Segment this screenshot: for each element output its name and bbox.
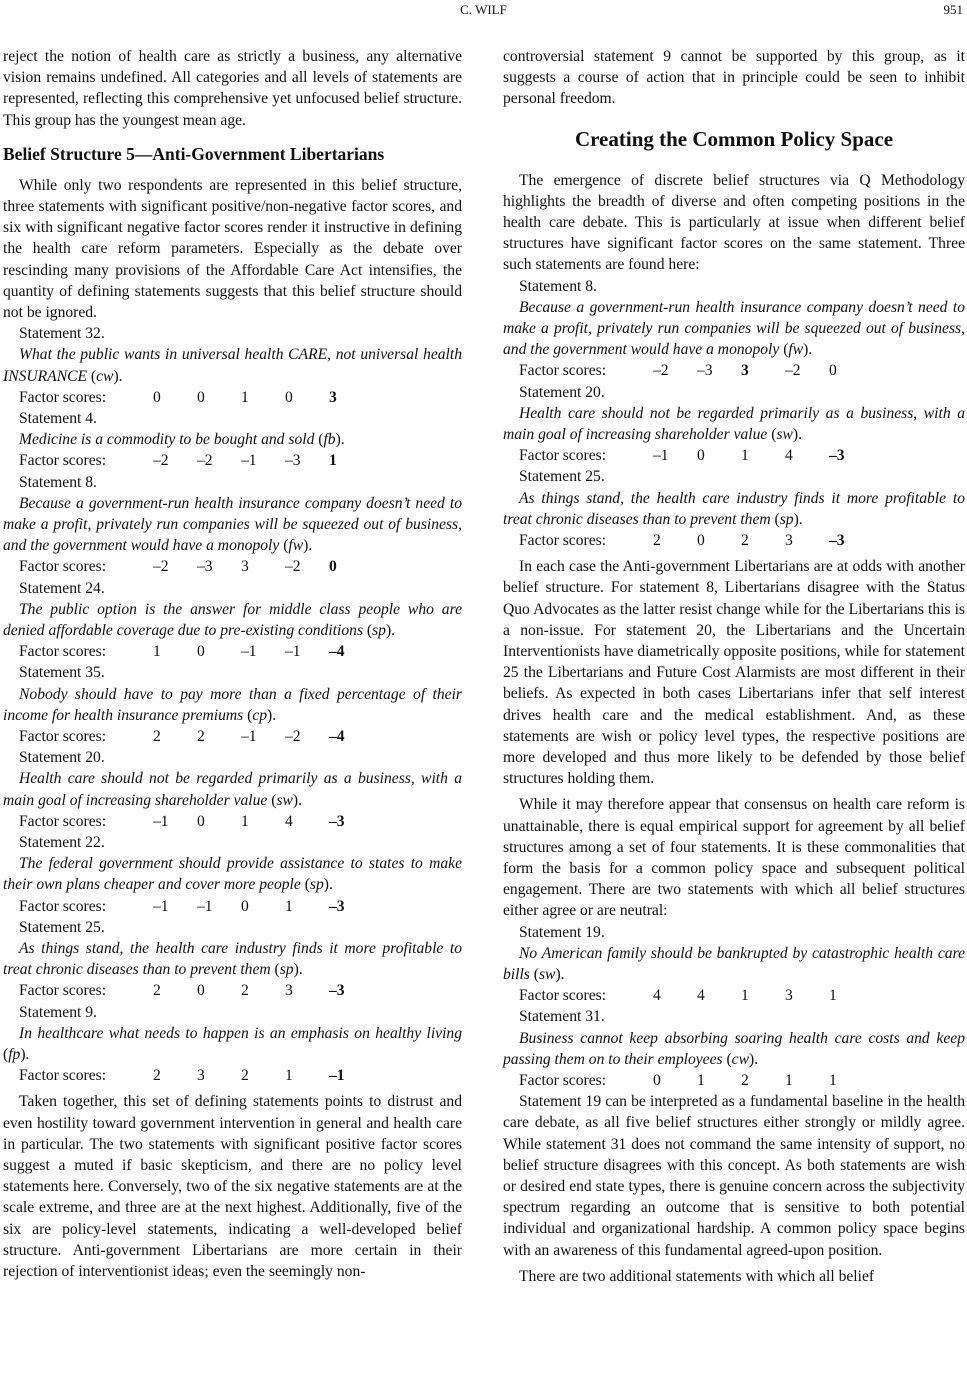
factor-scores-row xyxy=(503,530,965,551)
statement-text: As things stand, the health care industry finds it more profitable to treat chronic diseases than to prevent them (sp). xyxy=(3,940,462,979)
factor-score: 3 xyxy=(285,982,293,1000)
factor-score: 0 xyxy=(197,388,205,406)
factor-score: –3 xyxy=(829,447,845,465)
statement-label: Statement 8. xyxy=(19,473,97,491)
right-column xyxy=(503,46,965,1287)
statement-text: Medicine is a commodity to be bought and sold (fb). xyxy=(19,431,345,449)
factor-score: –3 xyxy=(329,897,345,915)
statement-text: Health care should not be regarded primarily as a business, with a main goal of increasing shareholder value (sw). xyxy=(3,770,462,809)
factor-score: –1 xyxy=(153,897,169,915)
factor-score: –2 xyxy=(653,362,669,380)
intro-paragraph: reject the notion of health care as strictly a business, any alternative vision remains undefined. All categories and all levels of statements are represented, reflecting this comprehensive yet unfocused belief structure. This group has the youngest mean age. xyxy=(3,48,462,129)
factor-score: 2 xyxy=(197,728,205,746)
factor-scores-label: Factor scores: xyxy=(19,897,107,915)
factor-score: 2 xyxy=(153,982,161,1000)
statement-label: Statement 4. xyxy=(19,410,97,428)
statement-text: Business cannot keep absorbing soaring health care costs and keep passing them on to their employees (cw). xyxy=(503,1029,965,1068)
factor-score: –1 xyxy=(241,643,257,661)
statement-label: Statement 19. xyxy=(519,923,605,941)
statement-text: Health care should not be regarded primarily as a business, with a main goal of increasing shareholder value (sw). xyxy=(503,404,965,444)
factor-score: 3 xyxy=(785,987,793,1005)
left-column xyxy=(3,46,462,1282)
statement-label: Statement 32. xyxy=(19,325,105,343)
factor-scores-row xyxy=(3,811,462,832)
factor-scores-row xyxy=(3,556,462,577)
factor-scores-row xyxy=(503,360,965,381)
statement-code: cp xyxy=(252,706,268,724)
factor-scores-label: Factor scores: xyxy=(19,643,107,661)
factor-score: 2 xyxy=(241,1067,249,1085)
factor-score: 0 xyxy=(697,447,705,465)
factor-score: –2 xyxy=(153,558,169,576)
factor-score: 4 xyxy=(697,987,705,1005)
page-number: 951 xyxy=(943,2,963,17)
factor-score: 1 xyxy=(741,447,749,465)
factor-score: 4 xyxy=(285,812,293,830)
statement-quote: What the public wants in universal health CARE, not universal health INSURANCE xyxy=(3,346,462,385)
factor-score: –3 xyxy=(329,982,345,1000)
statement-quote: Nobody should have to pay more than a fixed percentage of their income for health insurance premiums xyxy=(3,685,462,724)
factor-score: 1 xyxy=(829,987,837,1005)
statement-quote: Because a government-run health insurance company doesn’t need to make a profit, privately run companies will be squeezed out of business, and the government would have a monopoly xyxy=(503,298,965,359)
factor-scores-row xyxy=(3,1065,462,1086)
statement-label: Statement 31. xyxy=(519,1008,605,1026)
factor-scores-row xyxy=(503,445,965,466)
factor-scores-row xyxy=(503,985,965,1006)
factor-score: 0 xyxy=(241,897,249,915)
factor-score: 2 xyxy=(153,1067,161,1085)
statement-label: Statement 8. xyxy=(519,277,597,295)
factor-scores-row xyxy=(3,450,462,471)
statement-label: Statement 20. xyxy=(519,383,605,401)
statement-text: The public option is the answer for middle class people who are denied affordable coverage due to pre-existing conditions (sp). xyxy=(3,600,462,640)
factor-score: 4 xyxy=(785,447,793,465)
factor-scores-row xyxy=(3,726,462,747)
factor-scores-row xyxy=(3,980,462,1001)
factor-score: –2 xyxy=(785,362,801,380)
factor-score: –1 xyxy=(285,643,301,661)
statement-code: sw xyxy=(276,791,293,809)
statement-text: Because a government-run health insurance company doesn’t need to make a profit, privately run companies will be squeezed out of business, and the government would have a monopoly (fw). xyxy=(503,298,965,359)
factor-scores-row xyxy=(3,387,462,408)
factor-scores-label: Factor scores: xyxy=(19,1067,107,1085)
belief-structure-5-paragraph: While only two respondents are represented in this belief structure, three statements with significant positive/non-negative factor scores, and six with significant negative factor scores render it instructive in defining the health care reform parameters. Especially as the debate over rescinding many provisions of the Affordable Care Act intensifies, the quantity of defining statements suggests that this belief structure should not be ignored. xyxy=(3,176,462,322)
statement-label: Statement 9. xyxy=(19,1003,97,1021)
statement-text: The federal government should provide assistance to states to make their own plans cheaper and cover more people (sp). xyxy=(3,855,462,894)
policy-space-paragraph-3: While it may therefore appear that consensus on health care reform is unattainable, there is equal empirical support for agreement by all belief structures among a set of four statements. It is these commonalities that form the basis for a common policy space and subsequent political engagement. There are two statements with which all belief structures either agree or are neutral: xyxy=(503,796,965,920)
statement-text: As things stand, the health care industry finds it more profitable to treat chronic diseases than to prevent them (sp). xyxy=(503,489,965,528)
statement-code: sp xyxy=(309,876,324,894)
statement-text: No American family should be bankrupted by catastrophic health care bills (sw). xyxy=(503,944,965,984)
factor-score: –1 xyxy=(197,897,213,915)
factor-score: 3 xyxy=(329,388,337,406)
factor-scores-label: Factor scores: xyxy=(519,1072,607,1090)
running-head-author: C. WILF xyxy=(460,2,507,17)
statement-code: sw xyxy=(776,426,793,444)
statement-label: Statement 24. xyxy=(19,579,105,597)
factor-score: 0 xyxy=(197,982,205,1000)
factor-score: 1 xyxy=(285,1067,293,1085)
factor-score: –4 xyxy=(329,728,345,746)
statement-quote: Health care should not be regarded primarily as a business, with a main goal of increasing shareholder value xyxy=(503,404,965,444)
factor-score: 1 xyxy=(329,452,337,470)
contested-statement-list xyxy=(503,276,965,552)
closing-paragraph: Taken together, this set of defining statements points to distrust and even hostility toward government intervention in general and health care in particular. The two statements with significant positive factor scores suggest a muted if basic skepticism, and there are no policy level statements here. Conversely, two of the six negative statements are at the scale extreme, and three are at the next highest. Additionally, five of the six are policy-level statements, indicating a well-developed belief structure. Anti-government Libertarians are more certain in their rejection of interventionist ideas; even the seemingly non- xyxy=(3,1093,462,1281)
factor-score: –1 xyxy=(241,452,257,470)
factor-score: 4 xyxy=(653,987,661,1005)
factor-scores-label: Factor scores: xyxy=(519,362,607,380)
factor-score: 1 xyxy=(241,812,249,830)
statement-text: Nobody should have to pay more than a fixed percentage of their income for health insurance premiums (cp). xyxy=(3,685,462,724)
factor-score: 0 xyxy=(829,362,837,380)
statement-code: fw xyxy=(788,341,804,359)
statement-label: Statement 22. xyxy=(19,834,105,852)
factor-scores-row xyxy=(503,1070,965,1091)
factor-scores-row xyxy=(3,641,462,662)
statement-quote: The federal government should provide assistance to states to make their own plans cheaper and cover more people xyxy=(3,855,462,894)
statement-text: In healthcare what needs to happen is an emphasis on healthy living (fp). xyxy=(3,1024,462,1064)
factor-score: –3 xyxy=(197,558,213,576)
factor-score: 2 xyxy=(153,728,161,746)
statement-label: Statement 20. xyxy=(19,749,105,767)
agreed-statement-list xyxy=(503,922,965,1092)
statement-label: Statement 25. xyxy=(519,468,605,486)
statement-code: fw xyxy=(288,537,304,555)
factor-score: –1 xyxy=(653,447,669,465)
factor-score: 0 xyxy=(197,812,205,830)
policy-space-paragraph-5: There are two additional statements with which all belief xyxy=(519,1267,875,1285)
factor-score: 2 xyxy=(741,532,749,550)
factor-score: 3 xyxy=(241,558,249,576)
factor-score: 3 xyxy=(741,362,749,380)
factor-score: 2 xyxy=(741,1072,749,1090)
factor-scores-label: Factor scores: xyxy=(519,987,607,1005)
factor-scores-label: Factor scores: xyxy=(519,447,607,465)
factor-score: –2 xyxy=(197,452,213,470)
statement-code: sp xyxy=(779,510,794,528)
factor-score: –1 xyxy=(241,728,257,746)
factor-score: –3 xyxy=(697,362,713,380)
factor-score: –4 xyxy=(329,643,345,661)
statement-quote: Business cannot keep absorbing soaring health care costs and keep passing them on to their employees xyxy=(503,1029,965,1068)
factor-score: 3 xyxy=(785,532,793,550)
statement-code: cw xyxy=(96,367,114,385)
factor-score: –3 xyxy=(329,812,345,830)
factor-score: 0 xyxy=(285,388,293,406)
left-statement-list xyxy=(3,323,462,1086)
statement-quote: No American family should be bankrupted by catastrophic health care bills xyxy=(503,944,965,984)
factor-score: 0 xyxy=(197,643,205,661)
factor-score: –3 xyxy=(285,452,301,470)
statement-quote: Because a government-run health insurance company doesn’t need to make a profit, privately run companies will be squeezed out of business, and the government would have a monopoly xyxy=(3,494,462,555)
policy-space-paragraph-1: The emergence of discrete belief structures via Q Methodology highlights the breadth of diverse and often competing positions in the health care debate. This is particularly at issue when different belief structures have significant factor scores on the same statement. Three such statements are found here: xyxy=(503,171,965,274)
factor-scores-label: Factor scores: xyxy=(19,728,107,746)
statement-text: Because a government-run health insurance company doesn’t need to make a profit, privately run companies will be squeezed out of business, and the government would have a monopoly (fw). xyxy=(3,494,462,555)
statement-quote: Medicine is a commodity to be bought and sold xyxy=(19,431,315,449)
running-header xyxy=(0,0,967,20)
factor-scores-label: Factor scores: xyxy=(19,388,107,406)
factor-scores-label: Factor scores: xyxy=(19,812,107,830)
statement-quote: Health care should not be regarded primarily as a business, with a main goal of increasing shareholder value xyxy=(3,770,462,809)
factor-scores-label: Factor scores: xyxy=(19,558,107,576)
section-heading: Creating the Common Policy Space xyxy=(574,126,894,151)
factor-scores-label: Factor scores: xyxy=(519,532,607,550)
factor-score: 1 xyxy=(241,388,249,406)
factor-score: 1 xyxy=(741,987,749,1005)
statement-quote: As things stand, the health care industry finds it more profitable to treat chronic diseases than to prevent them xyxy=(3,940,462,979)
policy-space-paragraph-4: Statement 19 can be interpreted as a fundamental baseline in the health care debate, as all five belief structures either strongly or mildly agree. While statement 31 does not command the same intensity of support, no belief structure disagrees with this concept. As both statements are wish or desired end state types, there is genuine concern across the subjectivity spectrum regarding an outcome that is sensitive to both potential individual and organizational hardship. A common policy space begins with an awareness of this fundamental agreed-upon position. xyxy=(503,1093,965,1259)
factor-score: –2 xyxy=(285,728,301,746)
policy-space-paragraph-2: In each case the Anti-government Libertarians are at odds with another belief structure. For statement 8, Libertarians disagree with the Status Quo Advocates as the latter resist change while for the Libertarians this is a non-issue. For statement 20, the Libertarians and the Uncertain Interventionists have diametrically opposite positions, while for statement 25 the Libertarians and Future Cost Alarmists are most different in their beliefs. As expected in both cases Libertarians infer that self interest drives health care and the medical establishment. And, as these statements are wish or policy level types, the respective positions are more developed and thus more likely to be defended by those belief structures holding them. xyxy=(503,558,965,788)
statement-quote: As things stand, the health care industry finds it more profitable to treat chronic diseases than to prevent them xyxy=(503,489,965,528)
statement-text: What the public wants in universal health CARE, not universal health INSURANCE (cw). xyxy=(3,346,462,385)
factor-scores-row xyxy=(3,896,462,917)
continuation-paragraph: controversial statement 9 cannot be supported by this group, as it suggests a course of action that in principle could be seen to inhibit personal freedom. xyxy=(503,48,965,108)
factor-score: 1 xyxy=(285,897,293,915)
belief-structure-5-heading: Belief Structure 5—Anti-Government Libertarians xyxy=(3,143,385,164)
factor-score: 0 xyxy=(153,388,161,406)
factor-scores-label: Factor scores: xyxy=(19,982,107,1000)
factor-score: 1 xyxy=(697,1072,705,1090)
factor-score: 3 xyxy=(197,1067,205,1085)
factor-score: 1 xyxy=(153,643,161,661)
statement-quote: In healthcare what needs to happen is an emphasis on healthy living xyxy=(19,1024,462,1042)
statement-code: sp xyxy=(279,961,294,979)
statement-label: Statement 25. xyxy=(19,918,105,936)
factor-score: 0 xyxy=(329,558,337,576)
factor-score: –2 xyxy=(153,452,169,470)
factor-score: 1 xyxy=(829,1072,837,1090)
factor-score: 0 xyxy=(653,1072,661,1090)
factor-score: 2 xyxy=(653,532,661,550)
factor-score: 1 xyxy=(785,1072,793,1090)
statement-code: fp xyxy=(8,1046,21,1064)
statement-code: sw xyxy=(538,966,556,984)
factor-score: –3 xyxy=(829,532,845,550)
statement-label: Statement 35. xyxy=(19,664,105,682)
factor-score: 0 xyxy=(697,532,705,550)
statement-quote: The public option is the answer for middle class people who are denied affordable coverage due to pre-existing conditions xyxy=(3,600,462,640)
statement-code: sp xyxy=(372,622,386,640)
factor-score: –1 xyxy=(153,812,169,830)
statement-code: fb xyxy=(323,431,336,449)
statement-code: cw xyxy=(731,1050,749,1068)
factor-score: –2 xyxy=(285,558,301,576)
factor-score: –1 xyxy=(329,1067,345,1085)
factor-score: 2 xyxy=(241,982,249,1000)
factor-scores-label: Factor scores: xyxy=(19,452,107,470)
